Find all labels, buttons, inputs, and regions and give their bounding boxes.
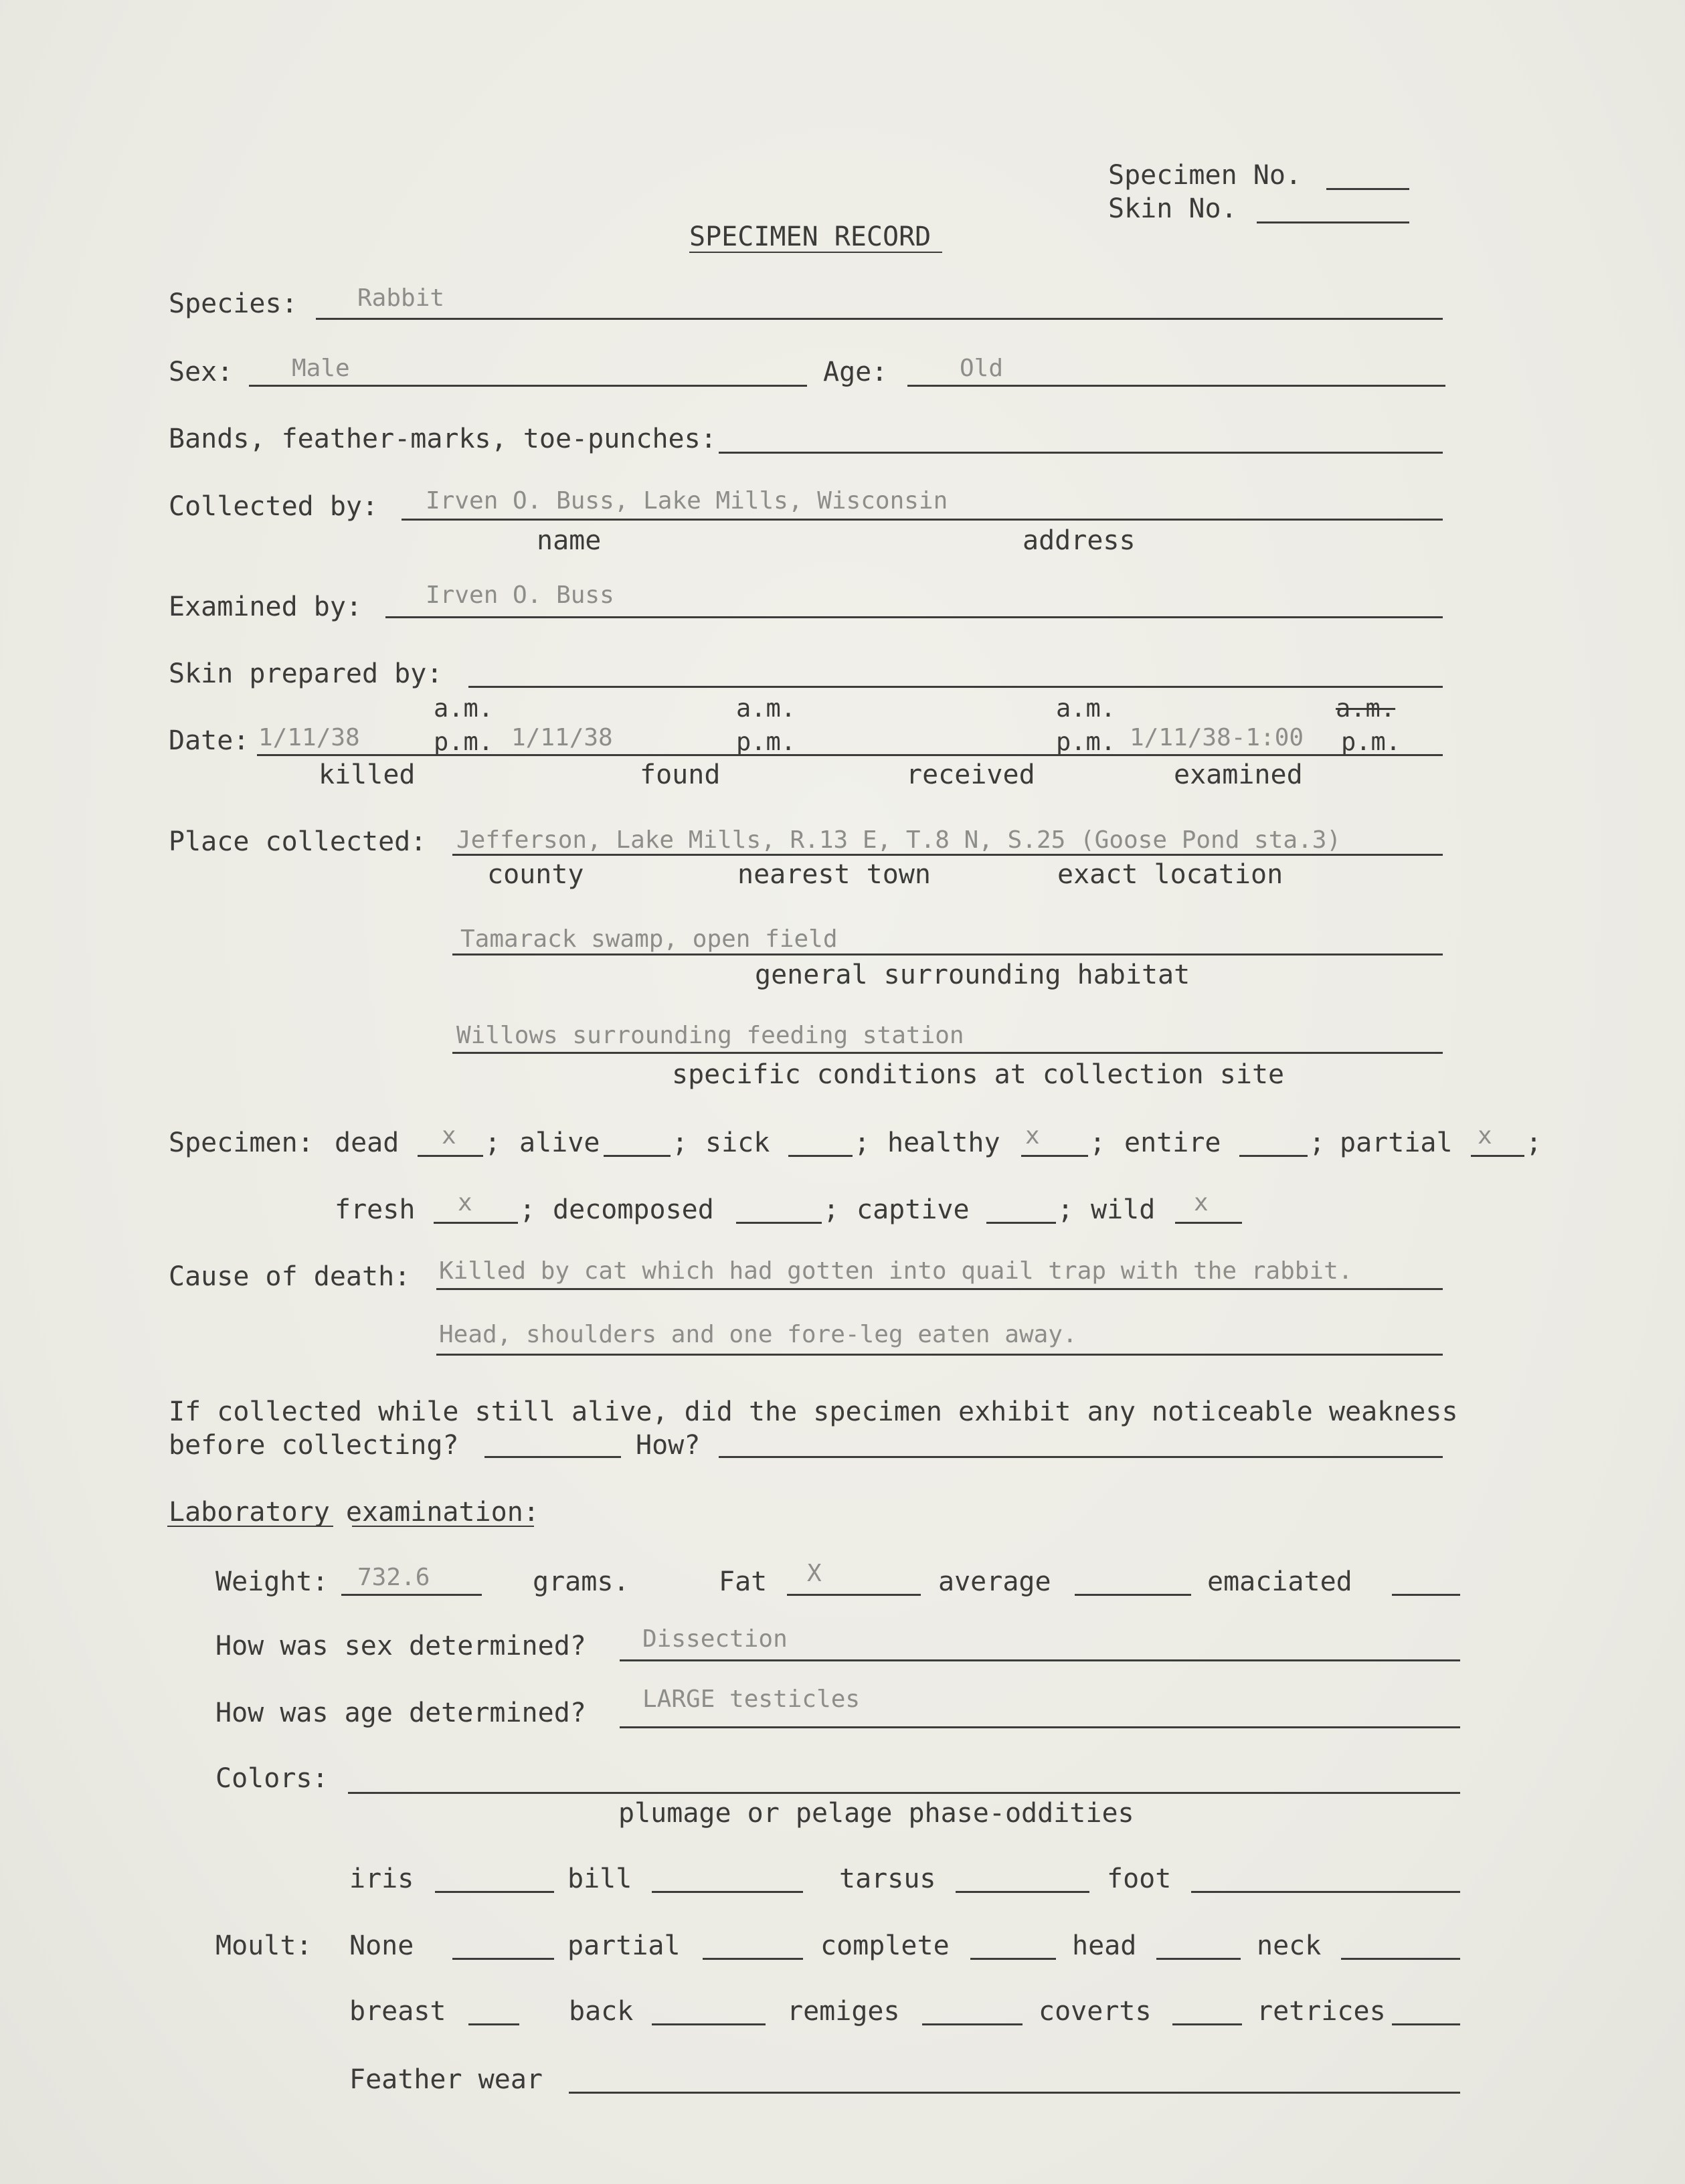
weakness-how-line[interactable] xyxy=(719,1456,1443,1458)
place-exact-sublabel: exact location xyxy=(1057,859,1283,890)
specimen-sick-label: sick xyxy=(705,1127,770,1158)
collected-address-sublabel: address xyxy=(1023,525,1136,556)
specimen-partial-mark[interactable]: x xyxy=(1478,1122,1492,1150)
grams-label: grams. xyxy=(533,1566,630,1597)
specimen-sep-5: ; xyxy=(1309,1127,1326,1158)
specimen-decomposed-label: decomposed xyxy=(553,1194,714,1225)
skin-no-field[interactable] xyxy=(1257,221,1409,223)
specimen-sep-3: ; xyxy=(854,1127,871,1158)
weight-line xyxy=(341,1594,482,1596)
date-found-pm: p.m. xyxy=(736,727,796,756)
date-killed-label: killed xyxy=(319,759,416,790)
moult-breast-label: breast xyxy=(349,1996,446,2027)
moult-head-line[interactable] xyxy=(1156,1958,1241,1960)
place-line xyxy=(452,854,1443,856)
average-line[interactable] xyxy=(1075,1594,1191,1596)
date-killed-pm: p.m. xyxy=(434,727,494,756)
moult-head-label: head xyxy=(1072,1930,1137,1961)
sex-label: Sex: xyxy=(169,357,234,387)
fat-mark[interactable]: X xyxy=(807,1560,822,1587)
foot-line[interactable] xyxy=(1191,1891,1460,1893)
specimen-partial-label: partial xyxy=(1340,1127,1453,1158)
collected-by-label: Collected by: xyxy=(169,491,379,522)
average-label: average xyxy=(938,1566,1051,1597)
date-received-pm: p.m. xyxy=(1056,727,1116,756)
moult-coverts-line[interactable] xyxy=(1172,2023,1242,2025)
date-examined-value[interactable]: 1/11/38-1:00 xyxy=(1130,724,1304,751)
habitat-value[interactable]: Tamarack swamp, open field xyxy=(460,925,838,953)
bill-label: bill xyxy=(567,1863,632,1894)
cause-line2 xyxy=(436,1354,1443,1356)
specimen-dead-line xyxy=(418,1155,483,1157)
moult-none-line[interactable] xyxy=(452,1958,554,1960)
place-label: Place collected: xyxy=(169,826,427,857)
colors-line[interactable] xyxy=(348,1792,1460,1794)
foot-label: foot xyxy=(1107,1863,1172,1894)
specimen-sep-6: ; xyxy=(1526,1127,1542,1158)
moult-remiges-line[interactable] xyxy=(922,2023,1023,2025)
specimen-entire-label: entire xyxy=(1124,1127,1221,1158)
collected-name-sublabel: name xyxy=(537,525,602,556)
collected-by-line xyxy=(402,519,1443,521)
emaciated-line[interactable] xyxy=(1392,1594,1460,1596)
date-received-label: received xyxy=(906,759,1035,790)
feather-wear-label: Feather wear xyxy=(349,2064,543,2095)
bands-label: Bands, feather-marks, toe-punches: xyxy=(169,424,717,454)
specimen-no-label: Specimen No. xyxy=(1108,160,1302,191)
skin-no-label: Skin No. xyxy=(1108,193,1237,224)
age-line xyxy=(907,385,1445,387)
cause-line1-value[interactable]: Killed by cat which had gotten into quail trap with the rabbit. xyxy=(439,1257,1353,1285)
iris-label: iris xyxy=(349,1863,414,1894)
moult-partial-label: partial xyxy=(567,1930,681,1961)
moult-back-line[interactable] xyxy=(652,2023,766,2025)
place-county-sublabel: county xyxy=(487,859,584,890)
conditions-sublabel: specific conditions at collection site xyxy=(672,1059,1285,1090)
lab-heading-underline-1 xyxy=(167,1526,333,1527)
weakness-question-line1: If collected while still alive, did the specimen exhibit any noticeable weakness xyxy=(169,1396,1458,1427)
specimen-captive-label: captive xyxy=(857,1194,970,1225)
cause-line1 xyxy=(436,1288,1443,1290)
specimen-sep-4: ; xyxy=(1089,1127,1106,1158)
age-value[interactable]: Old xyxy=(960,355,1004,382)
moult-complete-label: complete xyxy=(820,1930,950,1961)
iris-line[interactable] xyxy=(435,1891,554,1893)
weight-value[interactable]: 732.6 xyxy=(357,1564,430,1591)
date-examined-label: examined xyxy=(1174,759,1303,790)
specimen-wild-mark[interactable]: x xyxy=(1194,1189,1209,1216)
moult-retrices-label: retrices xyxy=(1257,1996,1386,2027)
specimen-partial-line xyxy=(1471,1155,1524,1157)
fat-line xyxy=(787,1594,921,1596)
specimen-sep-1: ; xyxy=(484,1127,501,1158)
species-label: Species: xyxy=(169,288,298,319)
bill-line[interactable] xyxy=(652,1891,803,1893)
date-killed-value[interactable]: 1/11/38 xyxy=(258,724,360,751)
date-line xyxy=(257,754,1443,756)
fat-label: Fat xyxy=(719,1566,768,1597)
specimen-label: Specimen: xyxy=(169,1127,314,1158)
moult-retrices-line[interactable] xyxy=(1392,2023,1460,2025)
examined-by-label: Examined by: xyxy=(169,592,362,622)
place-town-sublabel: nearest town xyxy=(737,859,931,890)
page-title: SPECIMEN RECORD xyxy=(689,221,932,252)
specimen-entire-line[interactable] xyxy=(1239,1155,1308,1157)
conditions-value[interactable]: Willows surrounding feeding station xyxy=(456,1022,964,1049)
weakness-question-line2: before collecting? xyxy=(169,1430,459,1461)
specimen-sep-2: ; xyxy=(672,1127,689,1158)
lab-heading-underline-2 xyxy=(352,1526,534,1527)
examined-by-line xyxy=(385,616,1443,618)
habitat-line xyxy=(452,953,1443,955)
place-value[interactable]: Jefferson, Lake Mills, R.13 E, T.8 N, S.25 (Goose Pond sta.3) xyxy=(456,826,1342,854)
date-killed-am: a.m. xyxy=(434,694,494,723)
moult-neck-line[interactable] xyxy=(1341,1958,1460,1960)
moult-complete-line[interactable] xyxy=(970,1958,1056,1960)
specimen-alive-line[interactable] xyxy=(604,1155,671,1157)
specimen-fresh-line xyxy=(434,1222,518,1224)
moult-coverts-label: coverts xyxy=(1039,1996,1152,2027)
bands-line[interactable] xyxy=(719,452,1443,454)
emaciated-label: emaciated xyxy=(1207,1566,1352,1597)
specimen-sick-line[interactable] xyxy=(788,1155,853,1157)
date-label: Date: xyxy=(169,725,250,756)
specimen-dead-label: dead xyxy=(335,1127,400,1158)
moult-partial-line[interactable] xyxy=(703,1958,803,1960)
weight-label: Weight: xyxy=(215,1566,329,1597)
cause-line2-value[interactable]: Head, shoulders and one fore-leg eaten away. xyxy=(439,1321,1077,1348)
specimen-alive-label: alive xyxy=(519,1127,600,1158)
collected-by-value[interactable]: Irven O. Buss, Lake Mills, Wisconsin xyxy=(426,487,948,515)
sex-determined-answer[interactable]: Dissection xyxy=(642,1625,788,1653)
age-determined-answer[interactable]: LARGE testicles xyxy=(642,1686,861,1713)
moult-back-label: back xyxy=(569,1996,634,2027)
specimen-wild-label: wild xyxy=(1091,1194,1156,1225)
date-found-am: a.m. xyxy=(736,694,796,723)
lab-heading: Laboratory examination: xyxy=(169,1497,539,1528)
age-label: Age: xyxy=(823,357,888,387)
specimen-healthy-mark[interactable]: x xyxy=(1025,1122,1040,1150)
age-determined-line xyxy=(620,1726,1460,1728)
sex-determined-question: How was sex determined? xyxy=(215,1631,586,1661)
specimen-healthy-label: healthy xyxy=(887,1127,1000,1158)
specimen-no-field[interactable] xyxy=(1326,188,1409,190)
date-found-label: found xyxy=(640,759,721,790)
sex-line xyxy=(249,385,807,387)
colors-label: Colors: xyxy=(215,1763,329,1794)
specimen-dead-mark[interactable]: x xyxy=(442,1122,456,1150)
moult-neck-label: neck xyxy=(1257,1930,1322,1961)
tarsus-label: tarsus xyxy=(839,1863,936,1894)
moult-remiges-label: remiges xyxy=(787,1996,900,2027)
specimen-sep-7: ; xyxy=(519,1194,536,1225)
colors-sublabel: plumage or pelage phase-oddities xyxy=(618,1798,1134,1829)
tarsus-line[interactable] xyxy=(956,1891,1089,1893)
conditions-line xyxy=(452,1052,1443,1054)
specimen-sep-9: ; xyxy=(1057,1194,1074,1225)
specimen-sep-8: ; xyxy=(823,1194,840,1225)
specimen-captive-line[interactable] xyxy=(986,1222,1056,1224)
species-value[interactable]: Rabbit xyxy=(357,284,445,312)
specimen-fresh-label: fresh xyxy=(335,1194,416,1225)
date-examined-pm: p.m. xyxy=(1341,727,1401,756)
date-examined-am-struck: a.m. xyxy=(1336,694,1396,723)
specimen-decomposed-line[interactable] xyxy=(736,1222,822,1224)
date-found-value[interactable]: 1/11/38 xyxy=(511,724,613,751)
specimen-fresh-mark[interactable]: x xyxy=(458,1189,472,1216)
age-determined-question: How was age determined? xyxy=(215,1698,586,1728)
moult-label: Moult: xyxy=(215,1930,313,1961)
cause-label: Cause of death: xyxy=(169,1261,411,1292)
feather-wear-line[interactable] xyxy=(569,2092,1460,2094)
weakness-how-label: How? xyxy=(636,1430,701,1461)
sex-determined-line xyxy=(620,1659,1460,1661)
title-underline xyxy=(689,252,942,253)
weakness-answer-line[interactable] xyxy=(484,1456,621,1458)
habitat-sublabel: general surrounding habitat xyxy=(755,960,1190,990)
moult-none-label: None xyxy=(349,1930,414,1961)
skin-prepared-label: Skin prepared by: xyxy=(169,658,443,689)
species-line xyxy=(316,318,1443,320)
moult-breast-line[interactable] xyxy=(468,2023,519,2025)
sex-value[interactable]: Male xyxy=(292,355,350,382)
date-received-am: a.m. xyxy=(1056,694,1116,723)
skin-prepared-line[interactable] xyxy=(468,686,1443,688)
specimen-healthy-line xyxy=(1021,1155,1088,1157)
specimen-wild-line xyxy=(1175,1222,1242,1224)
examined-by-value[interactable]: Irven O. Buss xyxy=(426,581,614,609)
